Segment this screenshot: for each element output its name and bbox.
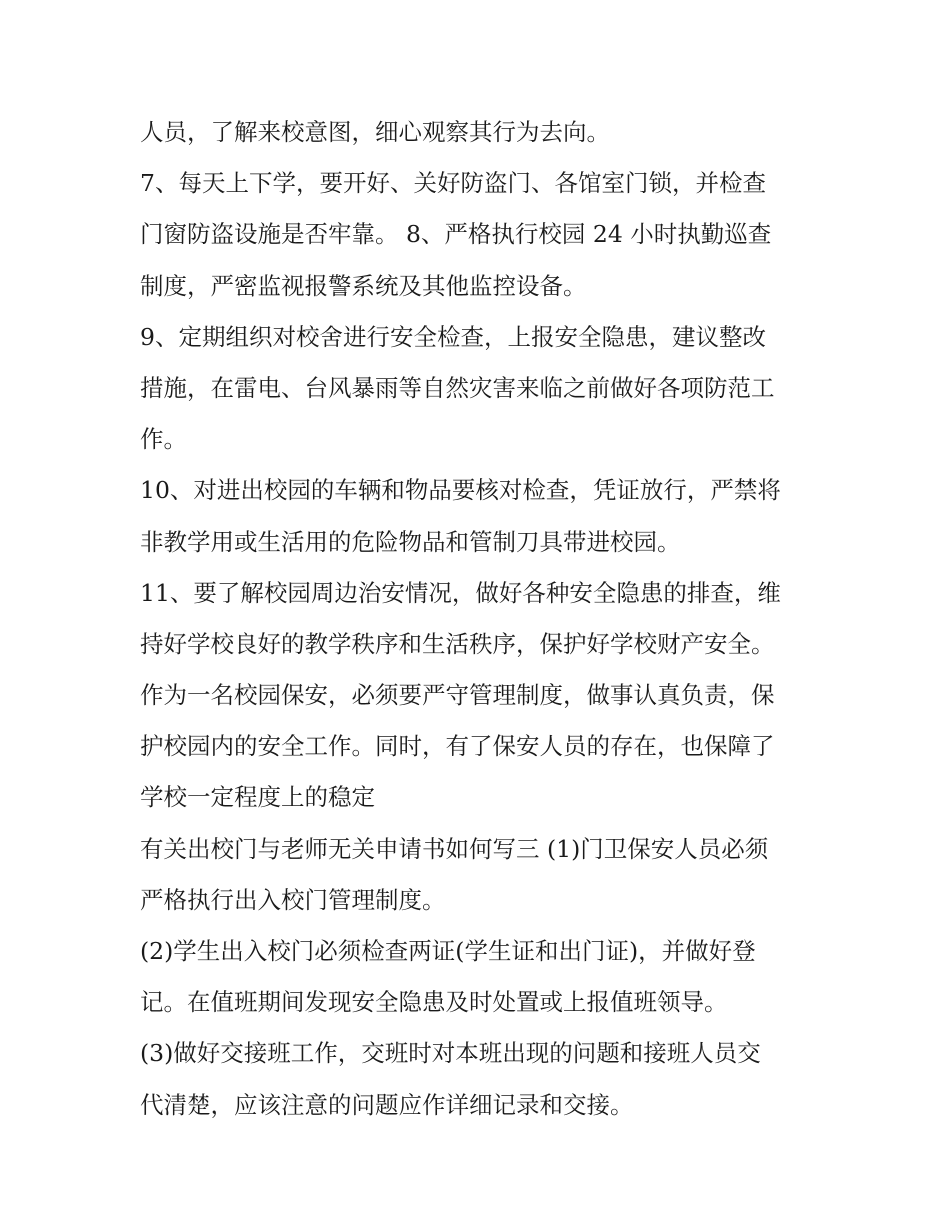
text-line: 作为一名校园保安，必须要严守管理制度，做事认真负责，保 <box>140 681 775 710</box>
text-line: 有关出校门与老师无关申请书如何写三 (1)门卫保安人员必须 <box>140 834 769 863</box>
text-line: 作。 <box>140 425 187 454</box>
text-line: 人员，了解来校意图，细心观察其行为去向。 <box>140 118 610 146</box>
text-line: 7、每天上下学，要开好、关好防盗门、各馆室门锁，并检查 <box>140 169 766 198</box>
text-line: 严格执行出入校门管理制度。 <box>140 885 446 914</box>
text-line: (2)学生出入校门必须检查两证(学生证和出门证)，并做好登 <box>140 937 756 965</box>
text-line: 11、要了解校园周边治安情况，做好各种安全隐患的排查，维 <box>140 578 781 607</box>
text-line: 9、定期组织对校舍进行安全检查，上报安全隐患，建议整改 <box>140 322 766 351</box>
text-line: 措施，在雷电、台风暴雨等自然灾害来临之前做好各项防范工 <box>140 373 775 402</box>
text-line: 非教学用或生活用的危险物品和管制刀具带进校园。 <box>140 527 681 556</box>
text-line: 学校一定程度上的稳定 <box>140 783 375 812</box>
text-line: 制度，严密监视报警系统及其他监控设备。 <box>140 271 587 300</box>
text-line: 记。在值班期间发现安全隐患及时处置或上报值班领导。 <box>140 988 728 1017</box>
text-line: (3)做好交接班工作，交班时对本班出现的问题和接班人员交 <box>140 1039 761 1068</box>
text-line: 护校园内的安全工作。同时，有了保安人员的存在，也保障了 <box>140 732 775 761</box>
text-line: 10、对进出校园的车辆和物品要核对检查，凭证放行，严禁将 <box>140 476 781 505</box>
document-body <box>140 107 820 1131</box>
text-line: 代清楚，应该注意的问题应作详细记录和交接。 <box>140 1090 634 1119</box>
text-line: 门窗防盗设施是否牢靠。 8、严格执行校园 24 小时执勤巡查 <box>140 220 772 249</box>
text-line: 持好学校良好的教学秩序和生活秩序，保护好学校财产安全。 <box>140 629 775 658</box>
